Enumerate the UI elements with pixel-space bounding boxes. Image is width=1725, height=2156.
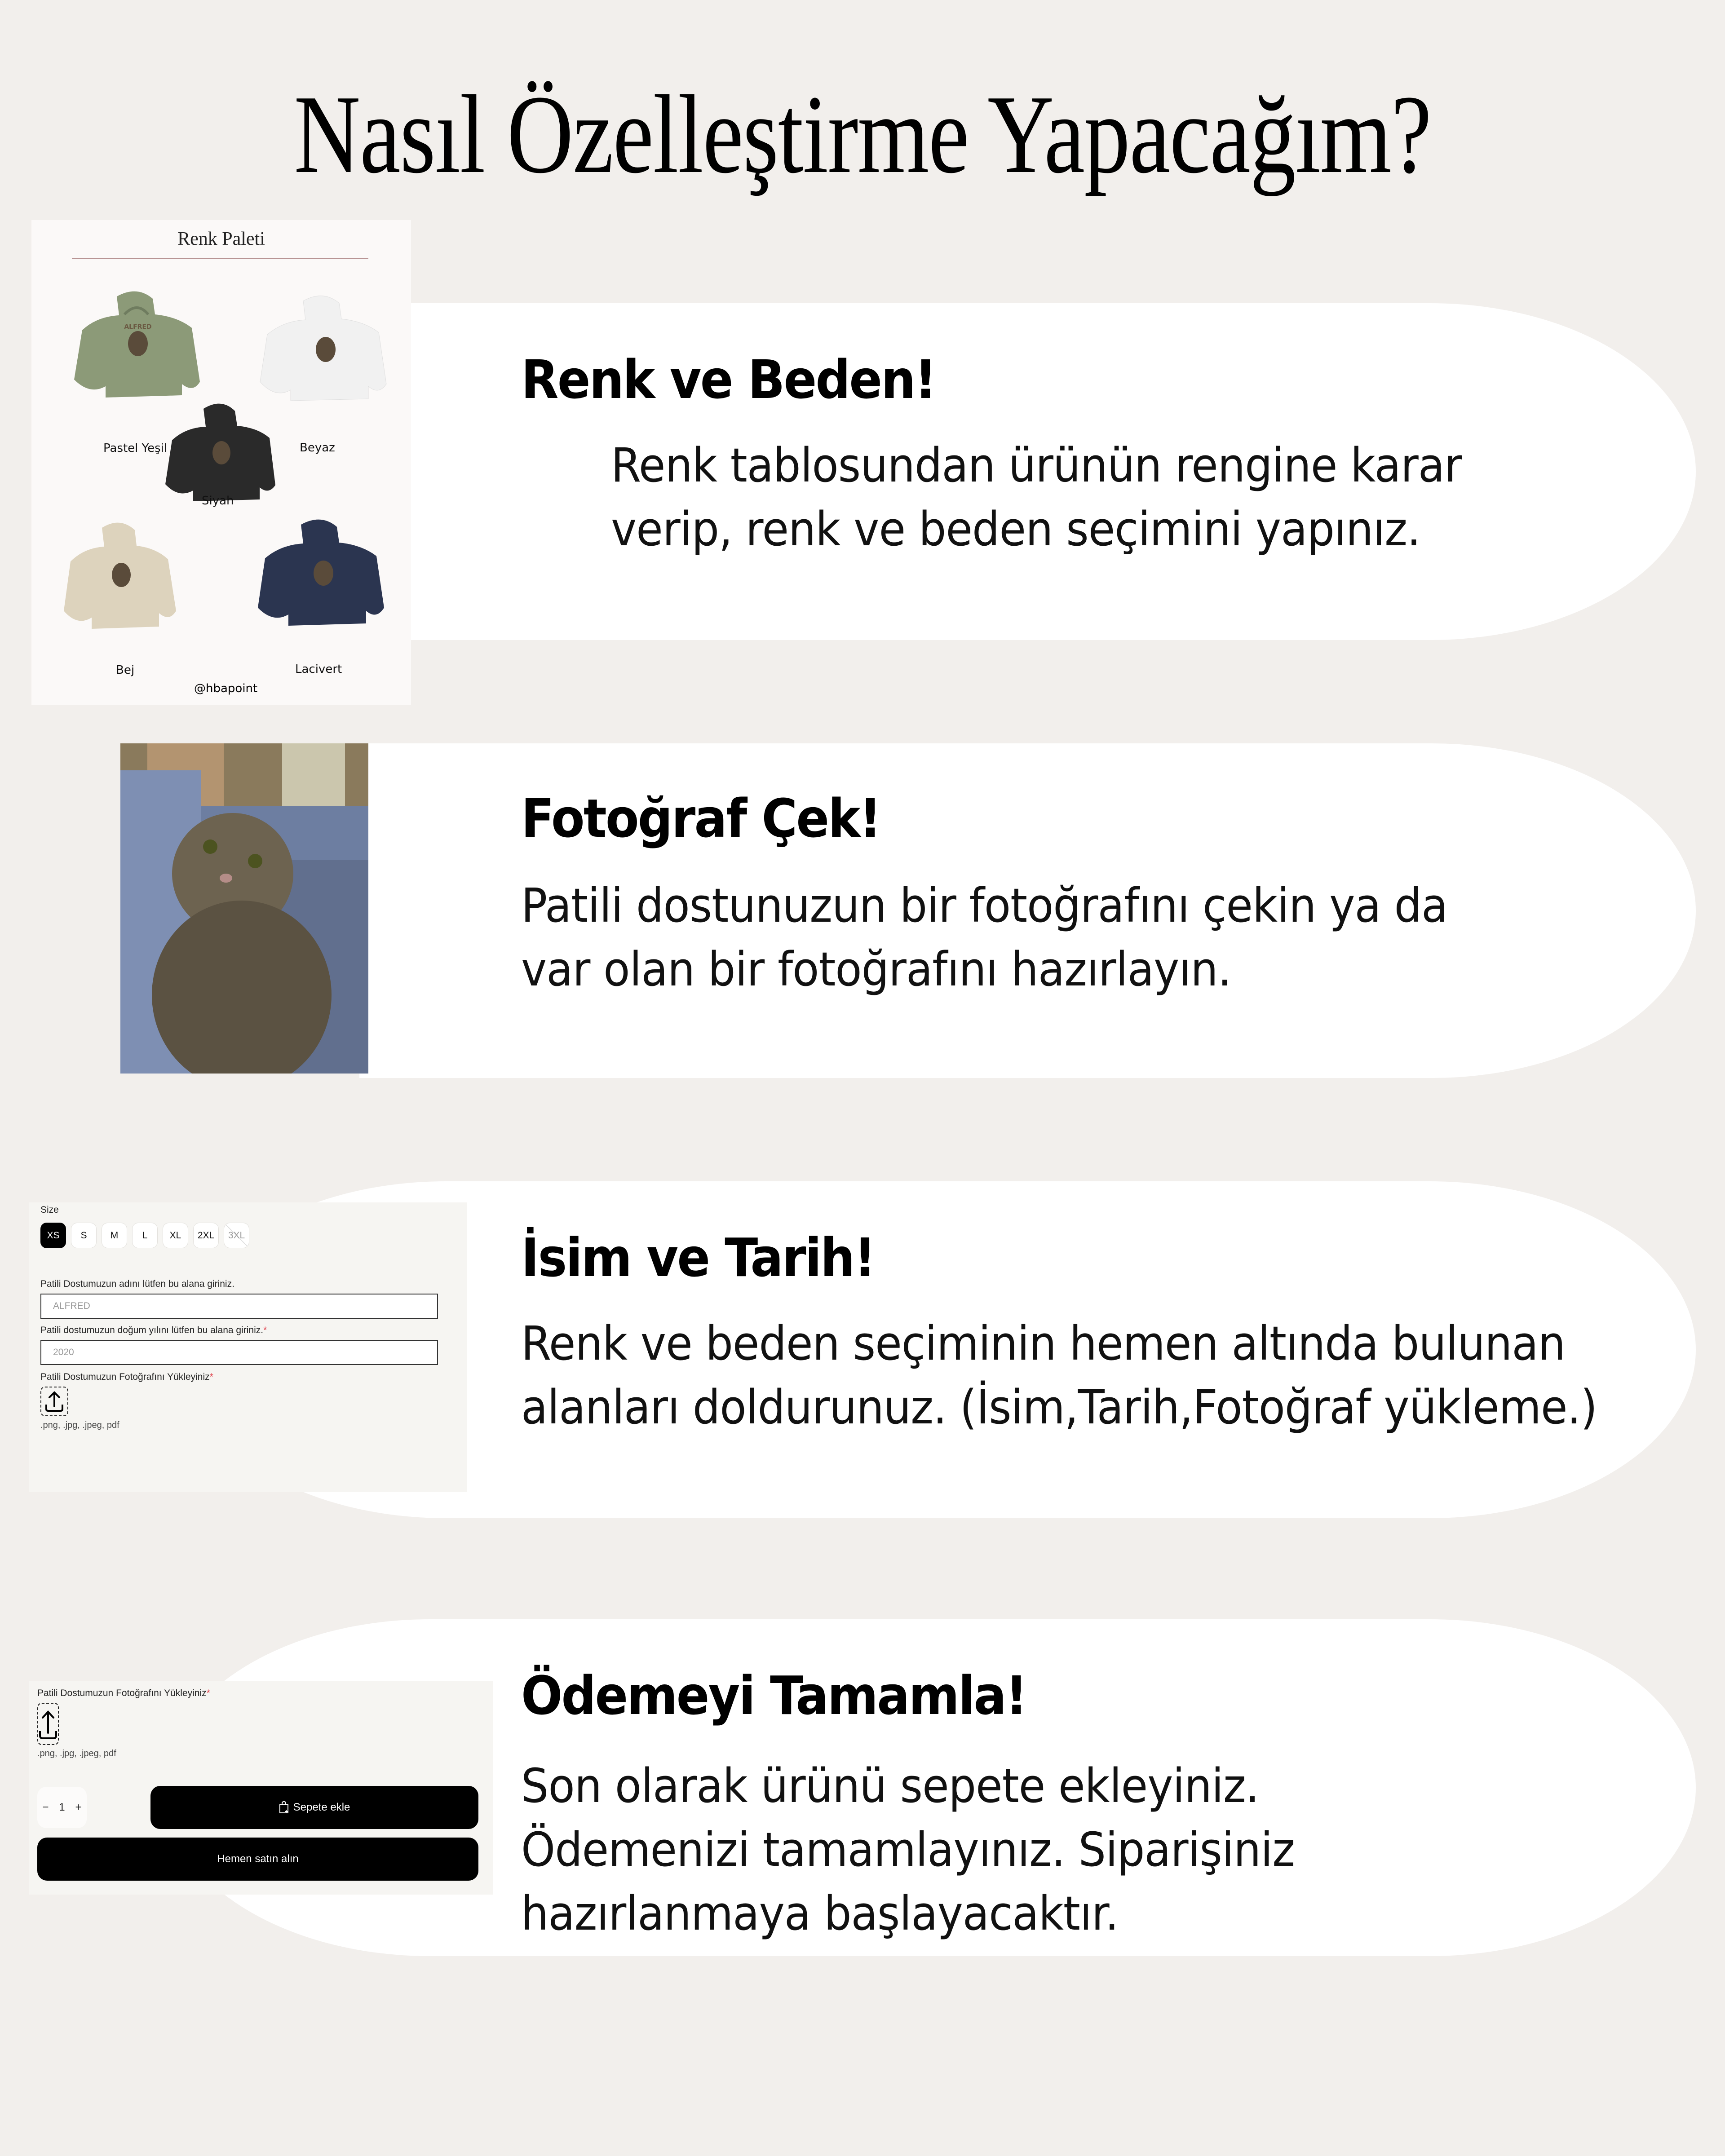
quantity-decrease-button[interactable]: − [42, 1801, 49, 1813]
size-option-s[interactable]: S [71, 1223, 97, 1248]
step-heading: Fotoğraf Çek! [521, 787, 880, 849]
required-asterisk: * [209, 1372, 213, 1382]
photo-upload-button[interactable] [40, 1387, 68, 1416]
step-description: Son olarak ürünü sepete ekleyiniz. Ödemenizi tamamlayınız. Siparişiniz hazırlanmaya başlayacaktır. [521, 1758, 1295, 1941]
hoodie-white [258, 292, 389, 402]
size-option-xs[interactable]: XS [40, 1223, 66, 1248]
shopping-bag-plus-icon [279, 1801, 289, 1814]
add-to-cart-button[interactable]: Sepete ekle [150, 1786, 478, 1829]
size-option-2xl[interactable]: 2XL [193, 1223, 219, 1248]
quantity-increase-button[interactable]: + [75, 1801, 82, 1813]
upload-icon [44, 1390, 65, 1413]
divider [72, 258, 368, 259]
step-description: Patili dostunuzun bir fotoğrafını çekin ya da var olan bir fotoğrafını hazırlayın. [521, 878, 1448, 997]
palette-label: Lacivert [295, 663, 342, 676]
checkout-form-screenshot [29, 1681, 493, 1895]
buy-now-button[interactable]: Hemen satın alın [37, 1838, 478, 1881]
palette-label: Pastel Yeşil [103, 442, 168, 455]
step-heading: Ödemeyi Tamamla! [521, 1665, 1026, 1727]
palette-label: Bej [116, 663, 135, 677]
birth-year-label: Patili dostumuzun doğum yılını lütfen bu alana giriniz.* [40, 1325, 267, 1335]
palette-title: Renk Paleti [177, 229, 265, 249]
color-palette-image [31, 220, 411, 705]
file-types-hint: .png, .jpg, .jpeg, pdf [40, 1420, 119, 1430]
required-asterisk: * [263, 1325, 267, 1335]
photo-upload-button[interactable] [37, 1703, 59, 1745]
svg-text:ALFRED: ALFRED [124, 323, 152, 331]
step-description: Renk tablosundan ürünün rengine karar verip, renk ve beden seçimini yapınız. [611, 438, 1462, 557]
birth-year-input[interactable]: 2020 [40, 1340, 438, 1365]
step-heading: Renk ve Beden! [521, 349, 936, 411]
step-description: Renk ve beden seçiminin hemen altında bulunan alanları doldurunuz. (İsim,Tarih,Fotoğraf yükleme.) [521, 1316, 1597, 1435]
size-label: Size [40, 1205, 59, 1215]
required-asterisk: * [206, 1688, 210, 1698]
quantity-value[interactable]: 1 [59, 1801, 65, 1813]
file-types-hint: .png, .jpg, .jpeg, pdf [37, 1749, 116, 1758]
instagram-handle: @hbapoint [194, 682, 258, 695]
size-option-m[interactable]: M [102, 1223, 127, 1248]
photo-upload-label: Patili Dostumuzun Fotoğrafını Yükleyiniz* [40, 1372, 213, 1382]
hoodie-black [165, 400, 275, 503]
page-title: Nasıl Özelleştirme Yapacağım? [294, 72, 1431, 197]
size-name-form-screenshot [29, 1202, 467, 1492]
hoodie-navy [256, 516, 386, 628]
pet-name-input[interactable]: ALFRED [40, 1294, 438, 1319]
upload-icon [38, 1706, 58, 1742]
quantity-stepper [37, 1787, 87, 1828]
palette-label: Beyaz [300, 441, 335, 455]
photo-upload-label: Patili Dostumuzun Fotoğrafını Yükleyiniz* [37, 1688, 210, 1698]
size-option-l[interactable]: L [132, 1223, 158, 1248]
hoodie-pastel-green [74, 287, 200, 400]
size-option-3xl[interactable]: 3XL [224, 1223, 249, 1248]
cat-photo [120, 743, 368, 1074]
step-heading: İsim ve Tarih! [521, 1227, 875, 1289]
pet-name-label: Patili Dostumuzun adını lütfen bu alana giriniz. [40, 1279, 234, 1289]
hoodie-beige [64, 519, 176, 631]
size-option-xl[interactable]: XL [163, 1223, 188, 1248]
palette-label: Siyah [202, 494, 234, 508]
